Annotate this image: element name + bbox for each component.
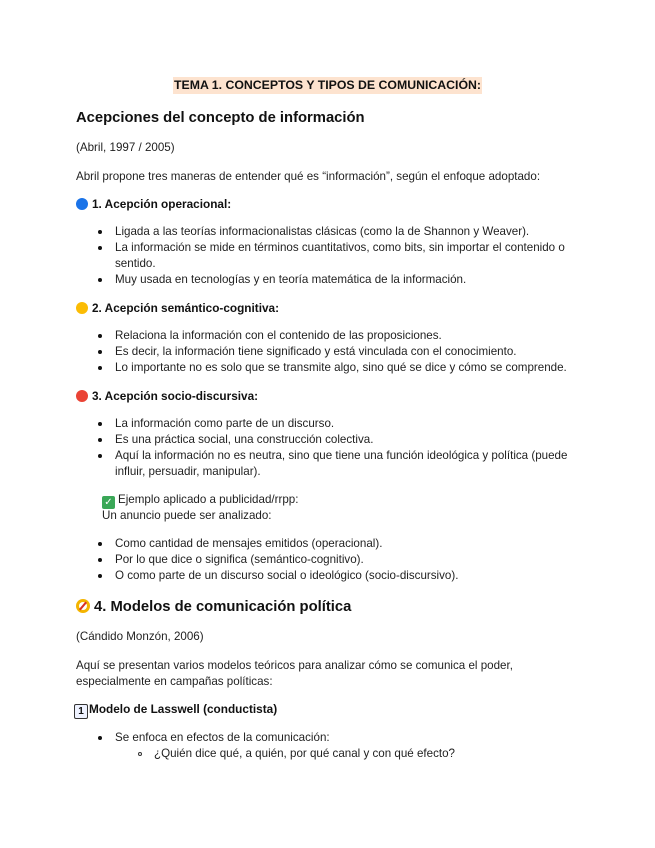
sub-list-item: ¿Quién dice qué, a quién, por qué canal y con qué efecto? xyxy=(154,747,456,760)
list-item: Es una práctica social, una construcción colectiva. xyxy=(115,433,374,446)
compass-icon xyxy=(76,599,90,613)
list-item: Por lo que dice o significa (semántico-cognitivo). xyxy=(115,553,364,566)
intro-paragraph: Abril propone tres maneras de entender qué es “información”, según el enfoque adoptado: xyxy=(76,170,541,183)
list-item: Se enfoca en efectos de la comunicación: xyxy=(115,731,330,744)
acepcion-semantica-heading xyxy=(76,300,279,316)
bullet-icon xyxy=(98,438,102,442)
acepcion-heading-text: 3. Acepción socio-discursiva: xyxy=(92,389,259,403)
bullet-icon xyxy=(98,230,102,234)
list-item: Muy usada en tecnologías y en teoría matemática de la información. xyxy=(115,273,467,286)
acepcion-socio-discursiva-heading xyxy=(76,388,258,404)
example-intro: Un anuncio puede ser analizado: xyxy=(102,509,272,522)
bullet-icon xyxy=(98,558,102,562)
list-item: Ligada a las teorías informacionalistas clásicas (como la de Shannon y Weaver). xyxy=(115,225,530,238)
bullet-icon xyxy=(98,422,102,426)
list-item: Relaciona la información con el contenido de las proposiciones. xyxy=(115,329,442,342)
example-label: Ejemplo aplicado a publicidad/rrpp: xyxy=(118,493,299,506)
example-heading xyxy=(102,492,298,509)
acepcion-heading-text: 2. Acepción semántico-cognitiva: xyxy=(92,301,280,315)
acepcion-heading-text: 1. Acepción operacional: xyxy=(92,197,232,211)
section-heading-text: 4. Modelos de comunicación política xyxy=(94,599,352,615)
list-item: Es decir, la información tiene significado y está vinculada con el conocimiento. xyxy=(115,345,517,358)
document-title-wrap xyxy=(0,76,655,94)
bullet-icon xyxy=(98,334,102,338)
keycap-one-icon: 1 xyxy=(74,704,88,719)
list-item: La información como parte de un discurso. xyxy=(115,417,335,430)
acepcion-operacional-heading xyxy=(76,196,231,212)
list-item: La información se mide en términos cuantitativos, como bits, sin importar el contenido o xyxy=(115,241,565,254)
yellow-circle-icon xyxy=(76,302,88,314)
section-heading-modelos xyxy=(76,597,351,617)
model-lasswell-heading xyxy=(74,701,277,719)
section4-intro-line: especialmente en campañas políticas: xyxy=(76,675,273,688)
model-heading-text: Modelo de Lasswell (conductista) xyxy=(89,702,278,716)
bullet-icon xyxy=(98,278,102,282)
list-item: Lo importante no es solo que se transmite algo, sino qué se dice y cómo se comprende. xyxy=(115,361,567,374)
section-heading-acepciones: Acepciones del concepto de información xyxy=(76,110,365,126)
list-item-continuation: influir, persuadir, manipular). xyxy=(115,465,261,478)
list-item: Como cantidad de mensajes emitidos (operacional). xyxy=(115,537,383,550)
blue-circle-icon xyxy=(76,198,88,210)
bullet-icon xyxy=(98,366,102,370)
bullet-icon xyxy=(98,736,102,740)
red-circle-icon xyxy=(76,390,88,402)
document-title: TEMA 1. CONCEPTOS Y TIPOS DE COMUNICACIÓN: xyxy=(173,78,481,92)
bullet-icon xyxy=(98,542,102,546)
hollow-bullet-icon xyxy=(138,752,142,756)
citation-monzon: (Cándido Monzón, 2006) xyxy=(76,630,204,643)
list-item-continuation: sentido. xyxy=(115,257,156,270)
check-mark-icon: ✓ xyxy=(102,496,115,509)
bullet-icon xyxy=(98,454,102,458)
section4-intro-line: Aquí se presentan varios modelos teóricos para analizar cómo se comunica el poder, xyxy=(76,659,513,672)
bullet-icon xyxy=(98,350,102,354)
list-item: O como parte de un discurso social o ideológico (socio-discursivo). xyxy=(115,569,459,582)
bullet-icon xyxy=(98,246,102,250)
list-item: Aquí la información no es neutra, sino que tiene una función ideológica y política (puede xyxy=(115,449,568,462)
bullet-icon xyxy=(98,574,102,578)
citation-abril: (Abril, 1997 / 2005) xyxy=(76,141,175,154)
